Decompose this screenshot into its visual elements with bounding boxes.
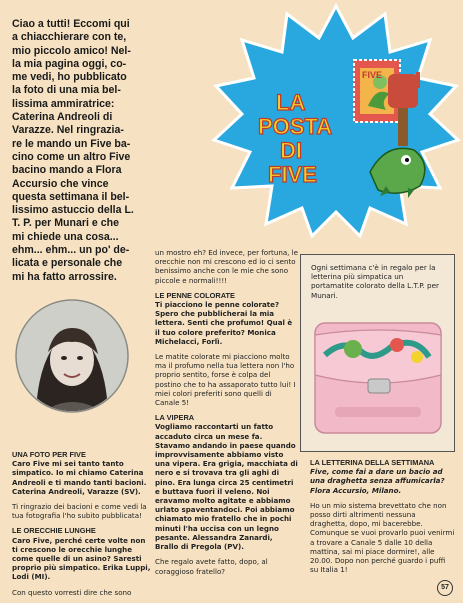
intro-line: questa settimana il bel-: [12, 190, 130, 203]
section-title: LA LETTERINA DELLA SETTIMANA: [310, 458, 435, 467]
title-line-la: LA: [276, 90, 306, 115]
five-reply: Con questo vorresti dire che sono: [12, 587, 132, 597]
prize-box: [300, 254, 455, 452]
pencil-case-picture: [305, 295, 451, 445]
reader-letter: Caro Five mi sei tanto tanto simpatico. Io mi chiamo Caterina Andreoli e ti mando tanti bacioni. Caterina Andreoli, Varazze (SV).: [12, 459, 147, 496]
intro-line: me vedi, ho pubblicato: [12, 71, 127, 84]
reader-photo: [14, 298, 130, 414]
intro-line: lissima ammiratrice:: [12, 97, 115, 110]
intro-line: Accursio che vince: [12, 177, 109, 190]
intro-line: la mia pagina oggi, co-: [12, 57, 127, 70]
title-burst: [210, 2, 462, 238]
intro-line: lissimo astuccio della L.: [12, 204, 134, 217]
intro-line: bacino mando a Flora: [12, 164, 122, 177]
stamp-label: FIVE: [362, 70, 383, 80]
intro-line: T. P. per Munari e che: [12, 217, 119, 230]
intro-line: Varazze. Nel ringrazia-: [12, 124, 124, 137]
page-number: 57: [437, 580, 453, 596]
reader-letter: Caro Five, perché certe volte non ti crescono le orecchie lunghe come quelle di un asino? Saresti proprio più simpatico. Erika Luppi, Lodi (MI).: [12, 535, 151, 582]
five-reply: un mostro eh? Ed invece, per fortuna, le orecchie non mi crescono ed io ci sento benissimo anche con le mie che sono piccole e normali!!!!: [155, 248, 299, 285]
intro-line: mio piccolo amico! Nel-: [12, 44, 131, 57]
title-line-posta: POSTA: [258, 114, 333, 139]
intro-line: re le mando un Five ba-: [12, 137, 131, 150]
starburst-shape: [214, 6, 458, 236]
intro-line: la foto di una mia bel-: [12, 84, 121, 97]
title-line-five: FIVE: [268, 162, 317, 187]
column-left: [12, 450, 152, 603]
five-reply: Che regalo avete fatto, dopo, al coraggioso fratello?: [155, 557, 268, 576]
reader-letter: Five, come fai a dare un bacio ad una draghetta senza affumicarla? Flora Accursio, Milano.: [310, 467, 445, 495]
five-reply: Le matite colorate mi piacciono molto ma il profumo nella tua lettera non l'ho proprio sentito, forse è colpa del postino che to ha assaporato tutto lui! I miei colori preferiti sono quelli di Canale 5!: [155, 352, 296, 408]
column-right: [310, 458, 455, 580]
section-title: UNA FOTO PER FIVE: [12, 450, 86, 459]
intro-line: mi chiede una cosa...: [12, 230, 119, 243]
intro-text: [12, 18, 220, 284]
intro-line: cino come un altro Five: [12, 150, 131, 163]
prize-text: Ogni settimana c'è in regalo per la letterina più simpatica un portamatite colorato della L.T.P. per Munari.: [311, 263, 439, 300]
five-reply: Ti ringrazio dei bacioni e come vedi la tua fotografia l'ho subito pubblicata!: [12, 502, 147, 521]
intro-line: mi ha fatto arrossire.: [12, 270, 117, 283]
column-middle: [155, 248, 298, 582]
intro-line: Caterina Andreoli di: [12, 111, 113, 124]
section-title: LE PENNE COLORATE: [155, 290, 235, 300]
intro-line: a chiacchierare con te,: [12, 31, 127, 44]
reader-letter: Vogliamo raccontarti un fatto accaduto circa un mese fa. Stavamo andando in paese quando improvvisamente abbiamo visto una vipera. Era grigia, macchiata di nero e si trovava tra gli aghi di pino. Era lunga circa 25 centimetri e buttava fuori il veleno. Noi eravamo molto agitate e abbiamo urlato spaventandoci. Poi abbiamo chiamato mio fratello che in pochi minuti l'ha uccisa con un legno pesante. Alessandra Zanardi, Brallo di Pregola (PV).: [155, 422, 298, 552]
section-title: LE ORECCHIE LUNGHE: [12, 526, 96, 536]
intro-line: licata e personale che: [12, 257, 123, 270]
title-line-di: DI: [280, 138, 302, 163]
intro-line: ehm... ehm... un po' de-: [12, 244, 130, 257]
reader-letter: Ti piacciono le penne colorate? Spero che pubblicherai la mia lettera. Senti che profumo! Qual è il tuo colore preferito? Monica Michelacci, Forlì.: [155, 300, 293, 346]
five-reply: Ho un mio sistema brevettato che non posso dirti altrimenti nessuna draghetta, dopo, mi bacerebbe. Comunque se vuoi provarlo puoi venirmi a trovare a Canale 5 dalle 10 della mattina, sai mi piace dormire!, alle 20.00. Dopo non perché guardo i puffi su Italia 1!: [310, 500, 455, 575]
intro-line: Ciao a tutti! Eccomi qui: [12, 18, 130, 30]
section-title: LA VIPERA: [155, 413, 195, 423]
